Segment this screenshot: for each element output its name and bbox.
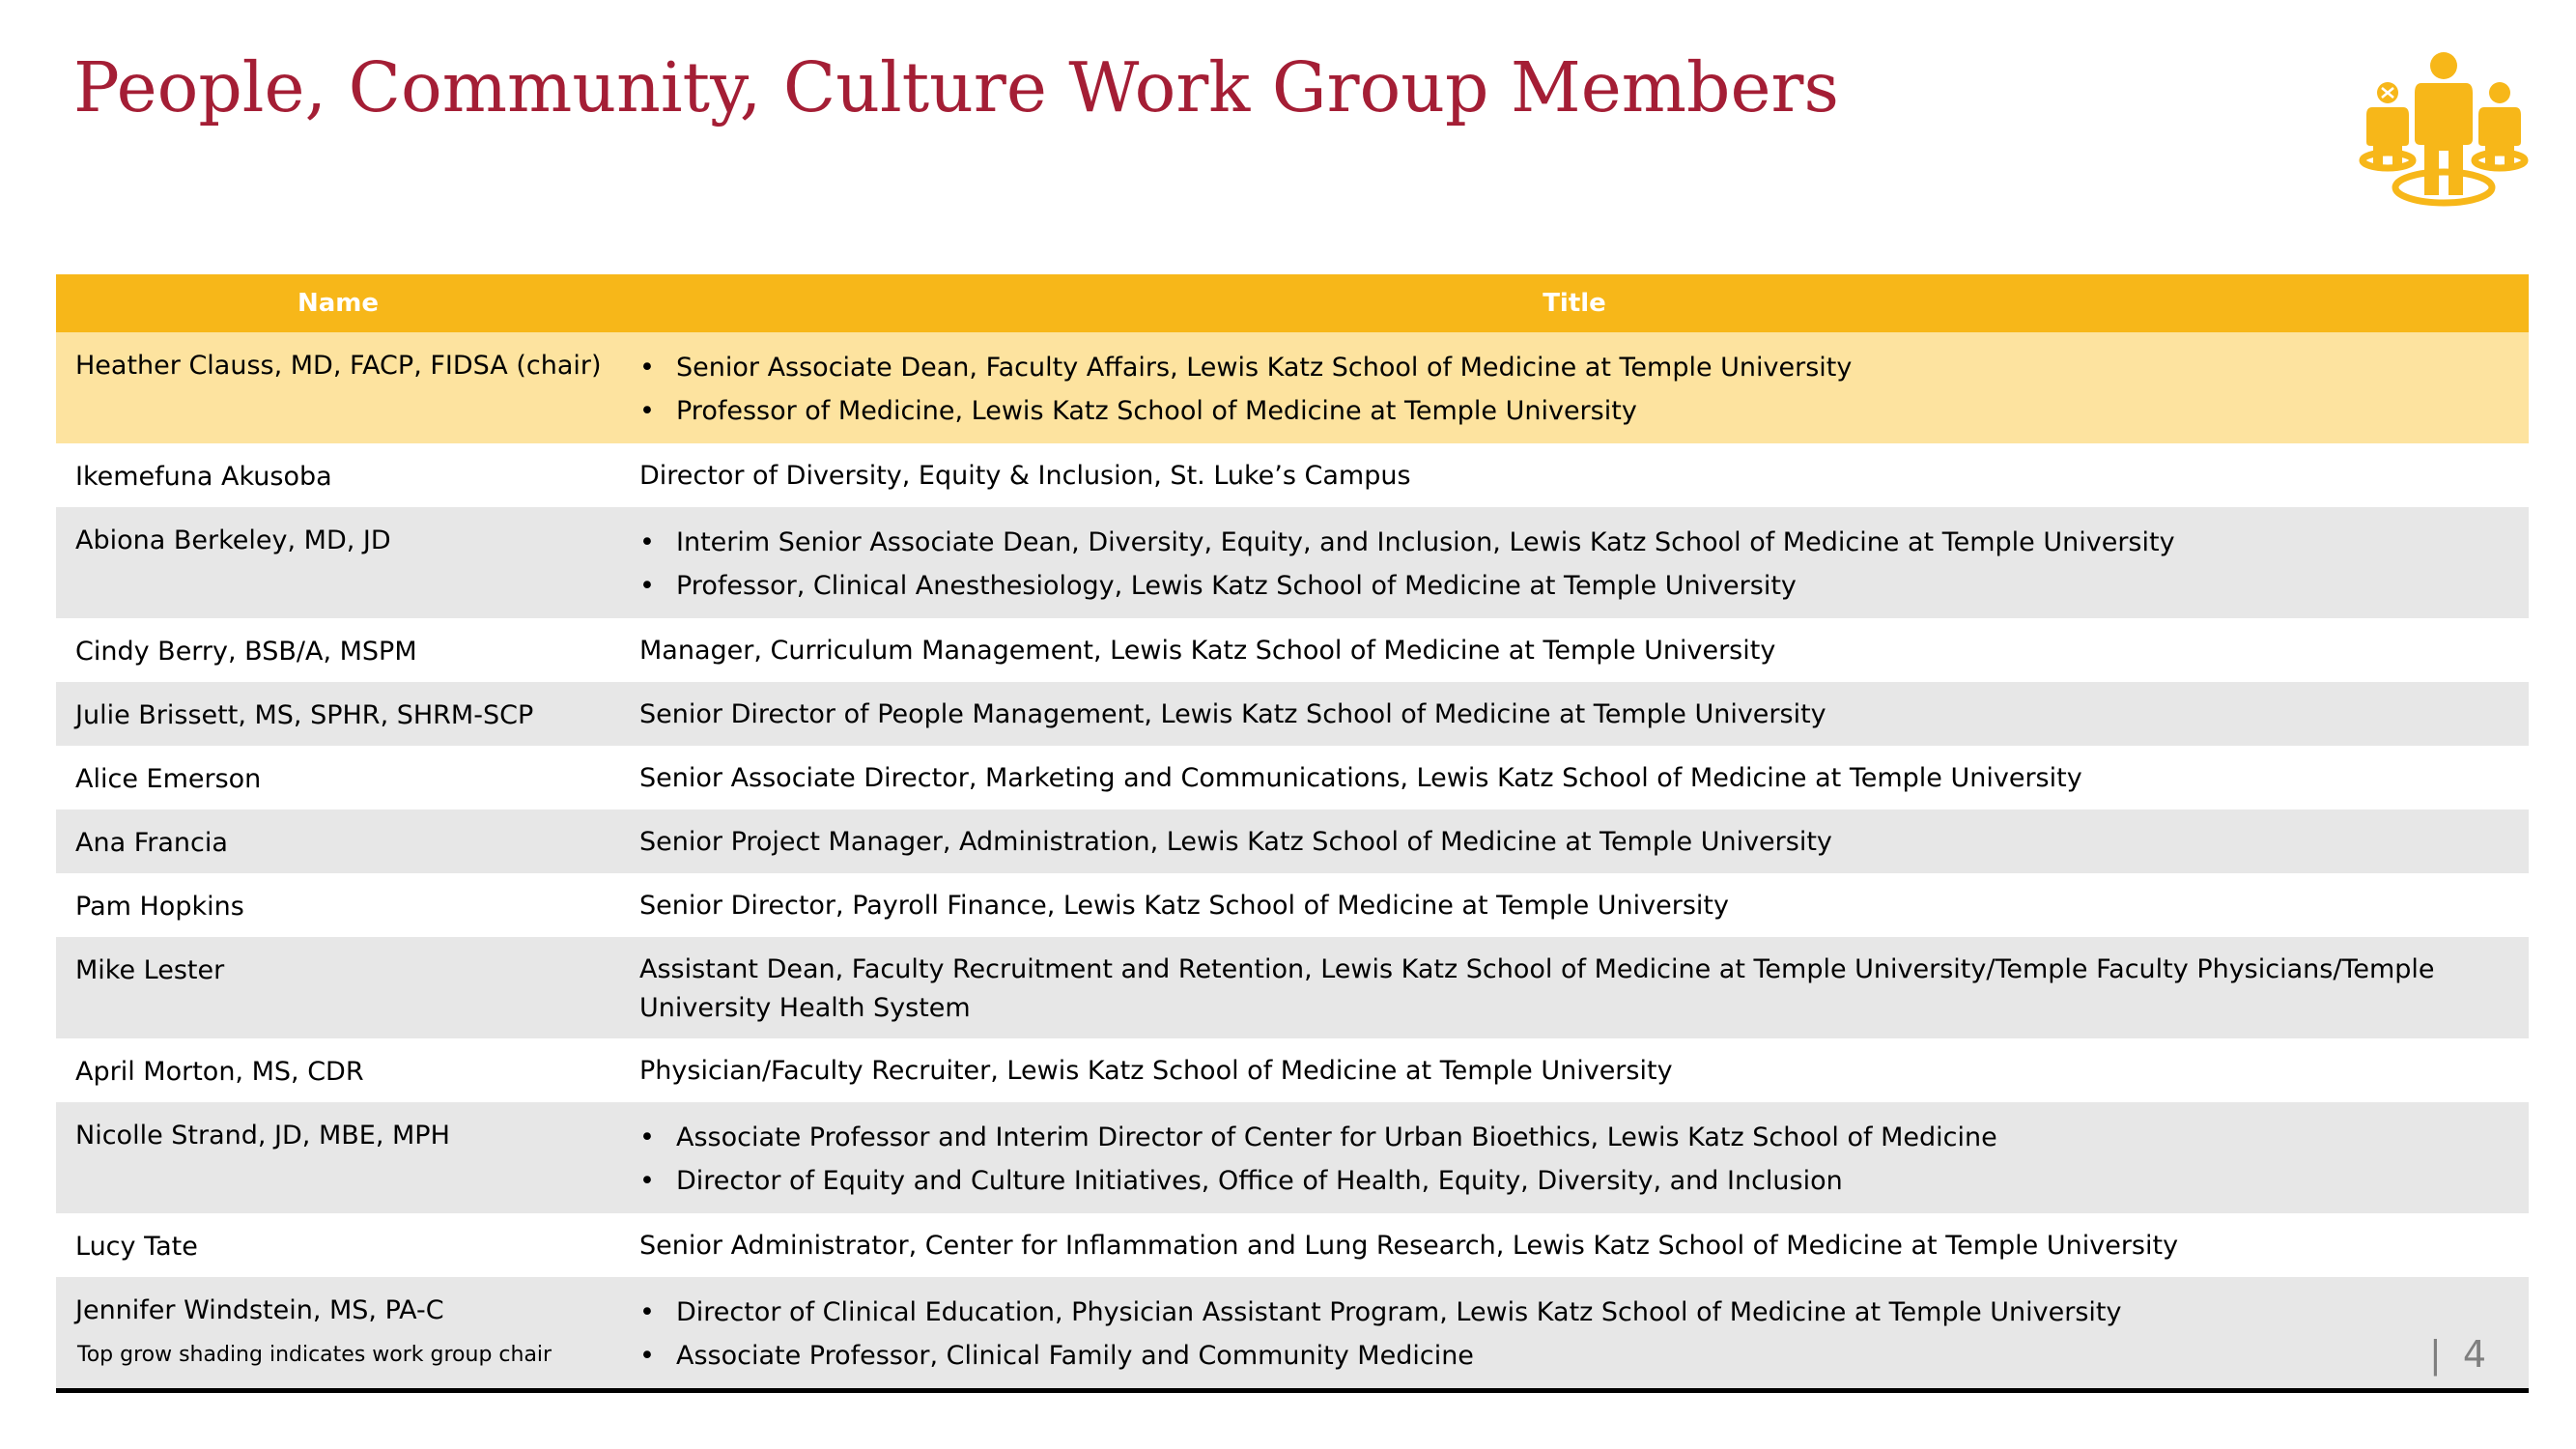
member-name: Julie Brissett, MS, SPHR, SHRM-SCP xyxy=(56,682,620,746)
column-header-name: Name xyxy=(56,274,620,332)
member-name: Heather Clauss, MD, FACP, FIDSA (chair) xyxy=(56,332,620,443)
member-name: Alice Emerson xyxy=(56,746,620,810)
member-name: Mike Lester xyxy=(56,937,620,1038)
member-title: Manager, Curriculum Management, Lewis Katz School of Medicine at Temple University xyxy=(620,618,2529,682)
column-header-title: Title xyxy=(620,274,2529,332)
member-title: Physician/Faculty Recruiter, Lewis Katz School of Medicine at Temple University xyxy=(620,1038,2529,1102)
table-row xyxy=(56,810,2529,873)
member-name: April Morton, MS, CDR xyxy=(56,1038,620,1102)
member-name: Lucy Tate xyxy=(56,1213,620,1277)
member-title: Senior Associate Director, Marketing and Communications, Lewis Katz School of Medicine at Temple University xyxy=(620,746,2529,810)
table-row xyxy=(56,1277,2529,1391)
member-title: Senior Project Manager, Administration, Lewis Katz School of Medicine at Temple University xyxy=(620,810,2529,873)
member-title xyxy=(620,1102,2529,1213)
member-name: Cindy Berry, BSB/A, MSPM xyxy=(56,618,620,682)
slide-title: People, Community, Culture Work Group Members xyxy=(73,47,1839,128)
footnote: Top grow shading indicates work group chair xyxy=(77,1343,552,1367)
member-name: Jennifer Windstein, MS, PA-C xyxy=(56,1277,620,1391)
table-row xyxy=(56,332,2529,443)
table-row xyxy=(56,873,2529,937)
title-list-item: • Director of Equity and Culture Initiatives, Office of Health, Equity, Diversity, and Inclusion xyxy=(639,1159,2511,1203)
title-list-item: • Director of Clinical Education, Physician Assistant Program, Lewis Katz School of Medicine at Temple University xyxy=(639,1291,2511,1334)
member-name: Ikemefuna Akusoba xyxy=(56,443,620,507)
table-row xyxy=(56,937,2529,1038)
title-list xyxy=(639,1291,2511,1378)
title-list-item: • Professor of Medicine, Lewis Katz School of Medicine at Temple University xyxy=(639,389,2511,433)
member-title xyxy=(620,332,2529,443)
table-row xyxy=(56,1213,2529,1277)
title-list-item: • Senior Associate Dean, Faculty Affairs, Lewis Katz School of Medicine at Temple University xyxy=(639,346,2511,389)
member-name: Abiona Berkeley, MD, JD xyxy=(56,507,620,618)
table-row xyxy=(56,507,2529,618)
title-list-item: • Interim Senior Associate Dean, Diversity, Equity, and Inclusion, Lewis Katz School of Medicine at Temple University xyxy=(639,521,2511,564)
page-number: | 4 xyxy=(2429,1333,2487,1376)
title-list-item: • Associate Professor, Clinical Family and Community Medicine xyxy=(639,1334,2511,1378)
member-name: Ana Francia xyxy=(56,810,620,873)
member-name: Nicolle Strand, JD, MBE, MPH xyxy=(56,1102,620,1213)
member-title: Senior Director of People Management, Lewis Katz School of Medicine at Temple University xyxy=(620,682,2529,746)
member-title xyxy=(620,1277,2529,1391)
member-title xyxy=(620,507,2529,618)
member-title: Senior Administrator, Center for Inflammation and Lung Research, Lewis Katz School of Medicine at Temple University xyxy=(620,1213,2529,1277)
table-row xyxy=(56,746,2529,810)
title-list-item: • Associate Professor and Interim Director of Center for Urban Bioethics, Lewis Katz School of Medicine xyxy=(639,1116,2511,1159)
member-name: Pam Hopkins xyxy=(56,873,620,937)
table-row xyxy=(56,682,2529,746)
member-title: Senior Director, Payroll Finance, Lewis Katz School of Medicine at Temple University xyxy=(620,873,2529,937)
table-row xyxy=(56,1038,2529,1102)
title-list xyxy=(639,521,2511,608)
table-row xyxy=(56,618,2529,682)
table-row xyxy=(56,443,2529,507)
members-table xyxy=(56,274,2529,1393)
people-group-icon xyxy=(2357,50,2531,214)
title-list xyxy=(639,346,2511,433)
title-list-item: • Professor, Clinical Anesthesiology, Lewis Katz School of Medicine at Temple University xyxy=(639,564,2511,608)
table-row xyxy=(56,1102,2529,1213)
member-title: Assistant Dean, Faculty Recruitment and Retention, Lewis Katz School of Medicine at Temple University/Temple Faculty Physicians/Temple University Health System xyxy=(620,937,2529,1038)
table-header-row xyxy=(56,274,2529,332)
title-list xyxy=(639,1116,2511,1203)
member-title: Director of Diversity, Equity & Inclusion, St. Luke’s Campus xyxy=(620,443,2529,507)
